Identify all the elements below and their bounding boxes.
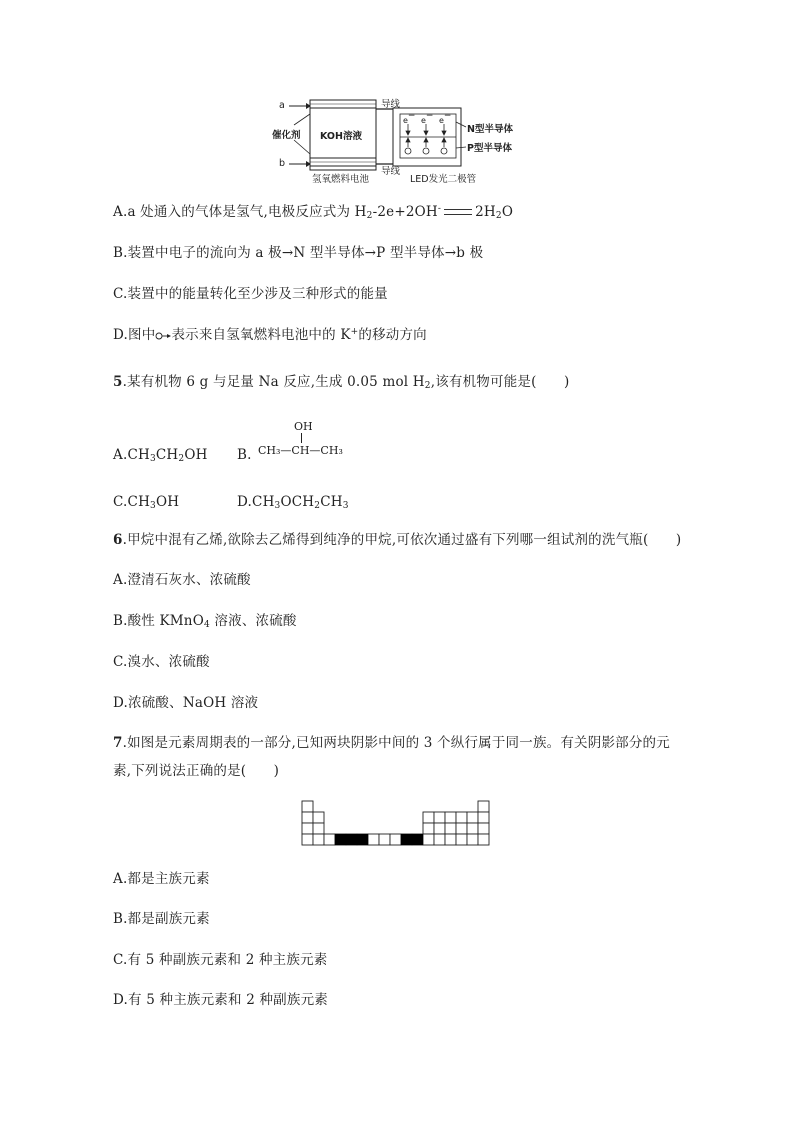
label-wire-bottom: 导线 [381,166,401,177]
q4-option-b: B.装置中电子的流向为 a 极→N 型半导体→P 型半导体→b 极 [113,245,484,261]
label-fuel-cell: 氢氧燃料电池 [312,174,370,185]
equals-sign [444,209,472,215]
electron-label: e− [439,111,452,125]
ion-arrow-icon [155,331,171,341]
label-wire-top: 导线 [381,99,401,110]
label-koh: KOH溶液 [320,131,362,142]
q6-option-a: A.澄清石灰水、浓硫酸 [113,572,251,588]
q5-option-c: $C.CH_3OH$ [113,494,180,511]
q5-option-b-chain: CH₃—CH—CH₃ [258,444,343,457]
q5-option-b-oh: OH [294,420,313,433]
label-led: LED发光二极管 [410,174,477,185]
q7-option-d: D.有 5 种主族元素和 2 种副族元素 [113,992,328,1008]
q6-option-b: B.酸性 KMnO$_4$ 溶液、浓硫酸 [113,613,297,630]
label-b: b [279,158,286,169]
q5-option-d: $D.CH_3OCH_2CH_3$ [237,494,349,511]
q5-option-b-label: B. [237,447,252,463]
q5-option-a: $A.CH_3CH_2OH$ [113,447,208,464]
label-catalyst: 催化剂 [272,130,301,141]
q4-option-a: A.a 处通入的气体是氢气,电极反应式为 $H_2-2e+2OH^-$ $2H_2O$ [113,204,514,221]
periodic-table-fragment [301,800,493,848]
q4-option-d: D.图中 表示来自氢氧燃料电池中的 K+的移动方向 [113,327,427,343]
q5-option-b-bond [301,433,302,443]
electron-label: e− [421,111,434,125]
label-p-type: P型半导体 [467,143,512,154]
label-n-type: N型半导体 [467,124,513,135]
q7-option-a: A.都是主族元素 [113,871,210,887]
q7-stem-line1: 7.如图是元素周期表的一部分,已知两块阴影中间的 3 个纵行属于同一族。有关阴影部分的元 [113,735,670,751]
q7-stem-line2: 素,下列说法正确的是( ) [113,763,280,779]
q7-option-c: C.有 5 种副族元素和 2 种主族元素 [113,952,328,968]
q5-stem: 5.某有机物 6 g 与足量 Na 反应,生成 0.05 mol $H_2$,该有机物可能是( ) [113,374,570,391]
q7-option-b: B.都是副族元素 [113,911,210,927]
q6-option-c: C.溴水、浓硫酸 [113,654,210,670]
electron-label: e− [403,111,416,125]
q4-option-c: C.装置中的能量转化至少涉及三种形式的能量 [113,286,388,302]
q6-stem: 6.甲烷中混有乙烯,欲除去乙烯得到纯净的甲烷,可依次通过盛有下列哪一组试剂的洗气瓶( ) [113,532,682,548]
label-a: a [279,100,285,111]
q6-option-d: D.浓硫酸、NaOH 溶液 [113,695,259,711]
